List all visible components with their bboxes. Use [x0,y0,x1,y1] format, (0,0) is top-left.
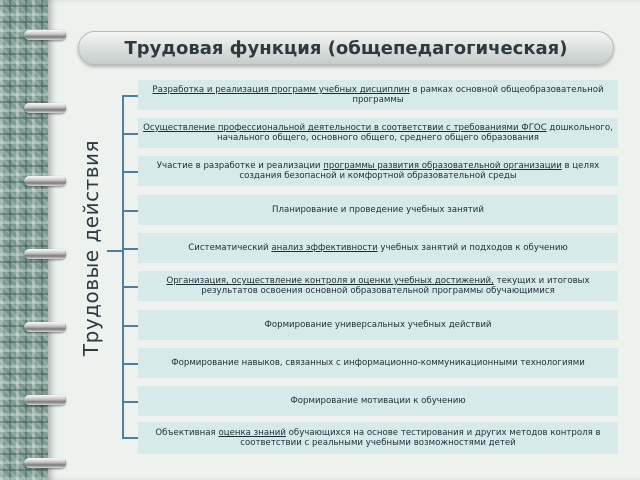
action-item [138,422,618,454]
bracket-tick [122,210,138,212]
action-text: Разработка и реализация программ учебных дисциплин в рамках основной общеобразовательной программы [152,85,604,105]
action-text: Систематический анализ эффективности учебных занятий и подходов к обучению [188,243,568,253]
binder-ring [24,249,66,259]
bracket-stem [107,250,123,252]
bracket-tick [122,286,138,288]
action-item [138,118,618,148]
binder-ring [24,395,66,405]
action-item [138,348,618,378]
action-text: Планирование и проведение учебных занятий [272,205,484,215]
bracket-tick [122,437,138,439]
binder-ring [24,30,66,40]
action-text: Осуществление профессиональной деятельности в соответствии с требованиями ФГОС дошкольного, начального общего, основного общего, среднего общего образования [143,123,613,143]
action-item [138,80,618,110]
vertical-label-container [80,98,102,398]
binder-ring [24,458,66,468]
bracket-tick [122,363,138,365]
bracket-tick [122,95,138,97]
action-item [138,310,618,340]
bracket-tick [122,401,138,403]
bracket-line [122,96,124,438]
action-item [138,386,618,416]
binder-ring [24,322,66,332]
plaid-background [0,0,48,480]
action-text: Формирование навыков, связанных с информационно-коммуникационными технологиями [171,358,585,368]
bracket-tick [122,171,138,173]
action-item [138,195,618,225]
title-banner [78,31,614,65]
action-item [138,233,618,263]
bracket-tick [122,248,138,250]
action-text: Формирование универсальных учебных действий [264,320,492,330]
action-text: Участие в разработке и реализации программы развития образовательной организации в целях создания безопасной и комфортной образовательной среды [156,161,600,181]
page-title: Трудовая функция (общепедагогическая) [124,37,568,59]
action-item [138,156,618,186]
vertical-label: Трудовые действия [79,139,103,357]
action-item [138,271,618,301]
binder-ring [24,176,66,186]
binder-ring [24,103,66,113]
bracket-tick [122,133,138,135]
bracket-tick [122,325,138,327]
action-text: Формирование мотивации к обучению [290,396,466,406]
action-text: Организация, осуществление контроля и оценки учебных достижений, текущих и итоговых результатов освоения основной образовательной программы обучающимися [166,276,590,296]
action-text: Объективная оценка знаний обучающихся на основе тестирования и других методов контроля в соответствии с реальными учебными возможностями детей [155,428,601,448]
